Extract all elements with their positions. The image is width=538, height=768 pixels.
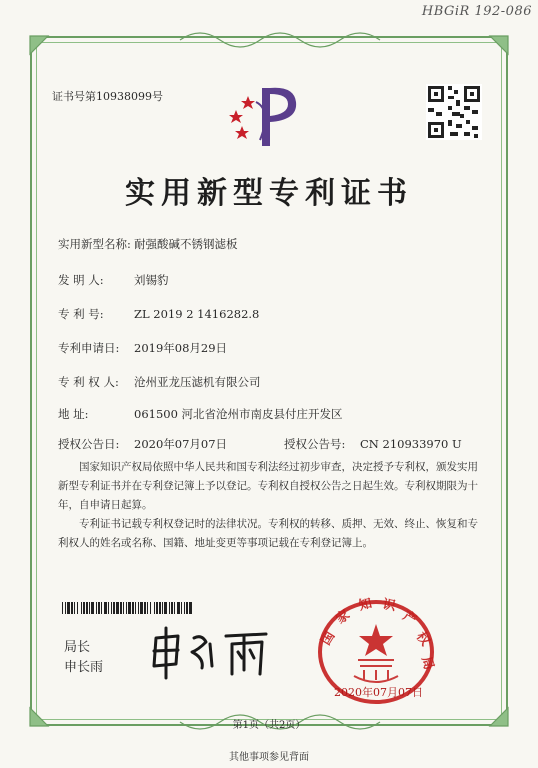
barcode-bar (81, 602, 82, 614)
barcode-bar (162, 602, 163, 614)
barcode-bar (164, 602, 167, 614)
barcode-bar (98, 602, 100, 614)
director-signature (148, 624, 278, 680)
legal-text (58, 458, 478, 553)
barcode-bar (128, 602, 131, 614)
barcode-bar (113, 602, 115, 614)
legal-paragraph: 专利证书记载专利权登记时的法律状况。专利权的转移、质押、无效、终止、恢复和专利权人的姓名或名称、国籍、地址变更等事项记载在专利登记簿上。 (58, 518, 478, 549)
field-grant-date (58, 436, 227, 452)
field-inventor (58, 272, 169, 288)
field-label: 专利申请日: (58, 341, 120, 355)
barcode-bar (189, 602, 192, 614)
field-patentee (58, 374, 261, 390)
barcode-bar (154, 602, 155, 614)
field-value: 耐强酸碱不锈钢滤板 (134, 237, 238, 251)
field-value: 沧州亚龙压滤机有限公司 (134, 375, 261, 389)
barcode-bar (138, 602, 139, 614)
svg-text:国: 国 (318, 629, 339, 649)
bottom-note: 其他事项参见背面 (229, 752, 309, 763)
barcode-bar (150, 602, 151, 614)
legal-paragraph: 国家知识产权局依照中华人民共和国专利法经过初步审查，决定授予专利权，颁发实用新型专利证书并在专利登记簿上予以登记。专利权自授权公告之日起生效。专利权期限为十年，自申请日起算。 (58, 461, 478, 511)
field-value: ZL 2019 2 1416282.8 (134, 307, 260, 321)
field-label: 授权公告日: (58, 437, 120, 451)
field-label: 实用新型名称: (58, 237, 131, 251)
barcode-bar (147, 602, 148, 614)
svg-text:局: 局 (418, 654, 437, 672)
certificate-number: 证书号第10938099号 (52, 90, 163, 103)
field-label: 发 明 人: (58, 273, 104, 287)
barcode-bar (177, 602, 180, 614)
barcode-bar (111, 602, 112, 614)
barcode-bar (91, 602, 94, 614)
certificate-title: 实用新型专利证书 (125, 176, 413, 211)
svg-text:权: 权 (412, 629, 433, 649)
barcode-bar (116, 602, 119, 614)
barcode-bar (171, 602, 173, 614)
seal-date: 2020年07月07日 (334, 686, 423, 699)
field-value: CN 210933970 U (360, 437, 462, 451)
barcode-bar (104, 602, 107, 614)
barcode (62, 602, 194, 614)
barcode-bar (86, 602, 88, 614)
field-value: 061500 河北省沧州市南皮县付庄开发区 (134, 407, 343, 421)
field-patent-number (58, 306, 259, 322)
field-label: 专 利 权 人: (58, 375, 119, 389)
barcode-bar (71, 602, 73, 614)
field-address (58, 406, 343, 422)
barcode-bar (67, 602, 70, 614)
barcode-bar (159, 602, 161, 614)
field-label: 专 利 号: (58, 307, 104, 321)
barcode-bar (156, 602, 158, 614)
barcode-bar (62, 602, 63, 614)
director-title: 局长 (64, 640, 91, 655)
field-value: 2019年08月29日 (134, 341, 228, 355)
svg-text:知: 知 (357, 596, 374, 614)
barcode-bar (108, 602, 109, 614)
barcode-bar (65, 602, 66, 614)
barcode-bar (74, 602, 75, 614)
barcode-bar (123, 602, 124, 614)
barcode-bar (132, 602, 134, 614)
handwritten-annotation: HBGiR 192-086 (421, 4, 532, 19)
barcode-bar (120, 602, 122, 614)
director-name: 申长雨 (64, 660, 104, 675)
field-label: 授权公告号: (284, 437, 346, 451)
svg-text:识: 识 (381, 597, 397, 615)
field-utility-model-name (58, 236, 238, 252)
barcode-bar (89, 602, 90, 614)
barcode-bar (135, 602, 136, 614)
barcode-bar (140, 602, 143, 614)
qr-code (426, 84, 482, 140)
barcode-bar (169, 602, 170, 614)
field-application-date (58, 340, 227, 356)
field-value: 2020年07月07日 (134, 437, 228, 451)
barcode-bar (77, 602, 78, 614)
field-grant-number (284, 436, 462, 452)
barcode-bar (83, 602, 85, 614)
barcode-bar (144, 602, 146, 614)
field-value: 刘锡豹 (134, 273, 169, 287)
barcode-bar (96, 602, 97, 614)
svg-text:家: 家 (333, 607, 353, 628)
field-label: 地 址: (58, 407, 89, 421)
barcode-bar (184, 602, 185, 614)
svg-text:产: 产 (399, 608, 419, 629)
barcode-bar (174, 602, 175, 614)
barcode-bar (101, 602, 102, 614)
barcode-bar (181, 602, 182, 614)
page-footer: 第1页（共2页） (232, 720, 306, 731)
cnipa-logo (226, 80, 312, 154)
barcode-bar (186, 602, 188, 614)
barcode-bar (126, 602, 127, 614)
